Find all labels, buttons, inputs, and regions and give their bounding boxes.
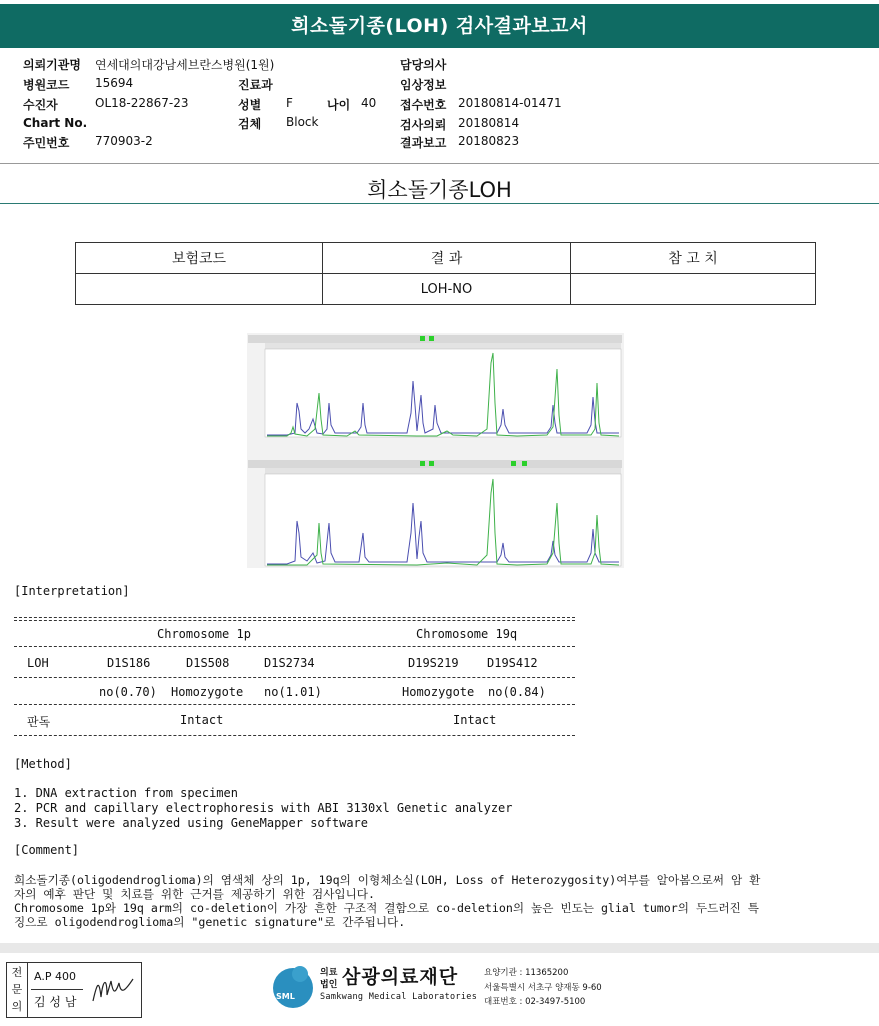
- section-title: 희소돌기종LOH: [367, 178, 512, 202]
- judgement-19q: Intact: [453, 713, 497, 727]
- divider: [14, 620, 575, 621]
- marker-d1s186: D1S186: [107, 656, 151, 670]
- hospital-code-value: 15694: [95, 76, 134, 90]
- dept-label: 진료과: [238, 78, 273, 92]
- report-date-label: 결과보고: [400, 136, 447, 150]
- specialist-char: 의: [11, 1000, 23, 1013]
- value-d19s412: no(0.84): [488, 685, 546, 699]
- marker-d1s508: D1S508: [186, 656, 230, 670]
- sml-logo-icon: [270, 962, 316, 1010]
- divider: [14, 617, 575, 618]
- table-row: [76, 274, 816, 305]
- report-title: 희소돌기종(LOH) 검사결과보고서: [291, 15, 588, 37]
- logo-text: SML: [276, 992, 295, 1001]
- header-insurance-code: 보험코드: [76, 243, 323, 274]
- doctor-name: 김 성 남: [34, 995, 77, 1009]
- method-item: 2. PCR and capillary electrophoresis with ABI 3130xl Genetic analyzer: [14, 801, 513, 815]
- divider: [14, 704, 575, 705]
- specimen-label: 검체: [238, 117, 262, 131]
- result-table: [75, 242, 816, 305]
- value-d1s186: no(0.70): [99, 685, 157, 699]
- divider: [14, 677, 575, 678]
- org-english-name: Samkwang Medical Laboratories: [320, 992, 478, 1002]
- resident-label: 주민번호: [23, 136, 70, 150]
- judgement-1p: Intact: [180, 713, 224, 727]
- phone: 대표번호 : 02-3497-5100: [484, 997, 586, 1007]
- examinee-value: OL18-22867-23: [95, 96, 189, 110]
- sex-label: 성별: [238, 98, 262, 112]
- divider: [14, 646, 575, 647]
- specimen-value: Block: [286, 115, 319, 129]
- specialist-label: [7, 963, 28, 1018]
- address: 서울특별시 서초구 양재동 9-60: [484, 983, 602, 993]
- method-item: 1. DNA extraction from specimen: [14, 786, 238, 800]
- divider: [0, 163, 879, 164]
- request-value: 20180814: [458, 116, 520, 130]
- divider: [14, 735, 575, 736]
- sex-value: F: [286, 96, 293, 110]
- header-reference: 참 고 치: [571, 243, 816, 274]
- header-result: 결 과: [323, 243, 571, 274]
- comment-heading: [Comment]: [14, 843, 80, 857]
- comment-line: 자의 예후 판단 및 치료를 위한 근거를 제공하기 위한 검사입니다.: [14, 887, 375, 901]
- comment-line: 징으로 oligodendroglioma의 "genetic signature"로 간주됩니다.: [14, 915, 406, 929]
- judgement-label: 판독: [27, 715, 51, 729]
- doctor-label: 담당의사: [400, 58, 447, 72]
- electropherogram-image: [247, 333, 624, 568]
- cell-result: LOH-NO: [323, 274, 571, 305]
- report-title-bar: [0, 4, 879, 48]
- org-type-1: 의료: [320, 968, 338, 978]
- chromosome-1p-header: Chromosome 1p: [157, 627, 251, 641]
- chromosome-19q-header: Chromosome 19q: [416, 627, 518, 641]
- value-d1s508: Homozygote: [171, 685, 244, 699]
- chart-label: Chart No.: [23, 116, 88, 130]
- org-name: 삼광의료재단: [342, 966, 459, 988]
- value-d19s219: Homozygote: [402, 685, 475, 699]
- interpretation-heading: [Interpretation]: [14, 584, 130, 598]
- table-header-row: [76, 243, 816, 274]
- resident-value: 770903-2: [95, 134, 153, 148]
- method-item: 3. Result were analyzed using GeneMapper software: [14, 816, 369, 830]
- loh-row-label: LOH: [27, 656, 49, 670]
- divider: [31, 989, 83, 990]
- age-value: 40: [361, 96, 377, 110]
- age-label: 나이: [327, 98, 351, 112]
- cell-insurance-code: [76, 274, 323, 305]
- hospital-code-label: 병원코드: [23, 78, 70, 92]
- institution-label: 의뢰기관명: [23, 58, 81, 72]
- request-label: 검사의뢰: [400, 118, 447, 132]
- ap-number: A.P 400: [34, 970, 76, 983]
- specialist-char: 전: [11, 966, 23, 979]
- specialist-signature-box: [6, 962, 142, 1018]
- report-date-value: 20180823: [458, 134, 520, 148]
- marker-d19s219: D19S219: [408, 656, 459, 670]
- footer-band: [0, 943, 879, 953]
- signature-icon: [89, 973, 137, 1007]
- receipt-label: 접수번호: [400, 98, 447, 112]
- org-type-2: 법인: [320, 980, 338, 990]
- receipt-value: 20180814-01471: [458, 96, 562, 110]
- marker-d1s2734: D1S2734: [264, 656, 315, 670]
- method-heading: [Method]: [14, 757, 72, 771]
- cell-reference: [571, 274, 816, 305]
- clinical-label: 임상정보: [400, 78, 447, 92]
- institution-value: 연세대의대강남세브란스병원(1원): [95, 58, 275, 72]
- specialist-char: 문: [11, 983, 23, 996]
- comment-line: Chromosome 1p와 19q arm의 co-deletion이 가장 흔한 구조적 결함으로 co-deletion의 높은 빈도는 glial tumor의 두드러진 특: [14, 901, 759, 915]
- examinee-label: 수진자: [23, 98, 58, 112]
- comment-line: 희소돌기종(oligodendroglioma)의 염색체 상의 1p, 19q의 이형체소실(LOH, Loss of Heterozygosity)여부를 알아봄으로써 암 환: [14, 873, 761, 887]
- value-d1s2734: no(1.01): [264, 685, 322, 699]
- marker-d19s412: D19S412: [487, 656, 538, 670]
- agency-number: 요양기관 : 11365200: [484, 968, 569, 978]
